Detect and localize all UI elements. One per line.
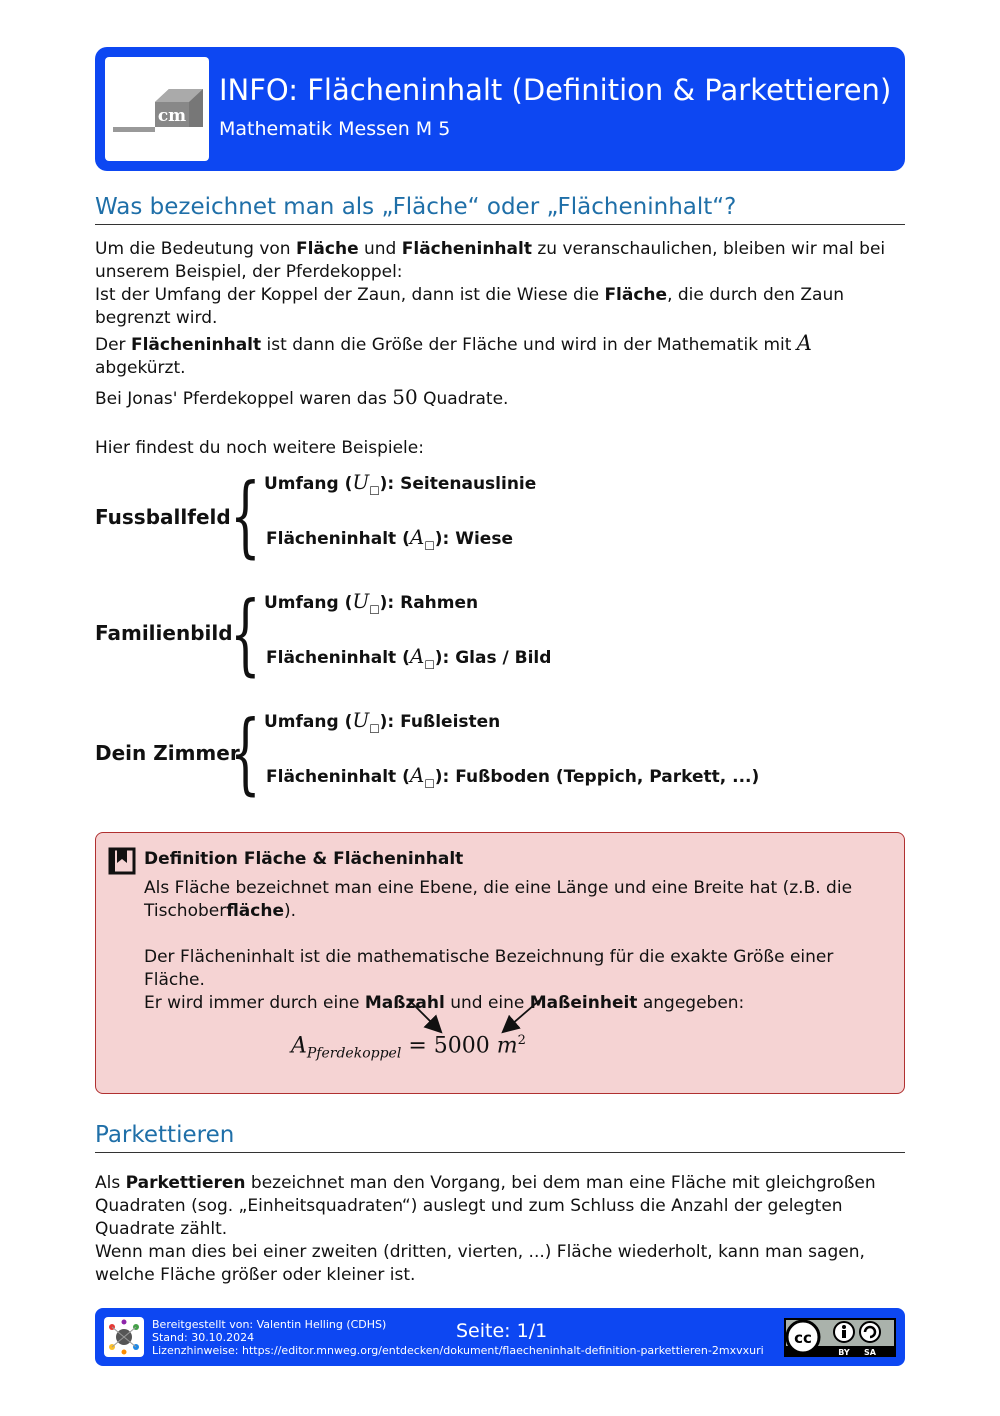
page-title: INFO: Flächeninhalt (Definition & Parkettieren) <box>219 73 892 107</box>
intro-paragraph: Um die Bedeutung von Fläche und Flächeninhalt zu veranschaulichen, bleiben wir mal bei unserem Beispiel, der Pferdekoppel: <box>95 239 886 282</box>
mnweg-logo <box>104 1317 144 1357</box>
section-heading-parkettieren: Parkettieren <box>95 1122 905 1153</box>
definition-paragraph: Als Fläche bezeichnet man eine Ebene, die eine Länge und eine Breite hat (z.B. die Tischoberfläche). <box>144 878 853 921</box>
section-heading-area: Was bezeichnet man als „Fläche“ oder „Flächeninhalt“? <box>95 194 905 225</box>
definition-paragraph: Er wird immer durch eine Maßzahl und eine Maßeinheit angegeben: <box>144 993 745 1013</box>
parkettieren-paragraph: Wenn man dies bei einer zweiten (dritten, vierten, ...) Fläche wiederholt, kann man sagen, welche Fläche größer oder kleiner ist. <box>95 1242 865 1285</box>
example-title: Fussballfeld <box>95 505 231 529</box>
area-formula: $A_{Pferdekoppel} = 5000$ $m^2$ <box>291 1033 526 1062</box>
svg-text:SA: SA <box>864 1348 876 1357</box>
more-examples-text: Hier findest du noch weitere Beispiele: <box>95 438 424 458</box>
example-perimeter: Umfang $(U_□)$: Seitenauslinie <box>264 470 537 497</box>
page-subtitle: Mathematik Messen M 5 <box>219 118 451 140</box>
curly-brace: { <box>230 582 261 685</box>
svg-text:cc: cc <box>794 1329 812 1347</box>
curly-brace: { <box>230 464 261 567</box>
intro-text <box>95 238 900 460</box>
parkettieren-paragraph: Als Parkettieren bezeichnet man den Vorgang, bei dem man eine Fläche mit gleichgroßen Quadraten (sog. „Einheitsquadraten“) auslegt und zum Schluss die Anzahl der gelegten Quadrate zählt. <box>95 1173 876 1239</box>
example-area: Flächeninhalt $(A_□)$: Wiese <box>266 525 513 552</box>
page-number: Seite: 1/1 <box>456 1320 548 1342</box>
area-symbol-paragraph: Der Flächeninhalt ist dann die Größe der Fläche und wird in der Mathematik mit A abgekürzt. <box>95 331 812 378</box>
svg-text:BY: BY <box>838 1348 850 1357</box>
page-footer <box>95 1308 905 1366</box>
example-perimeter: Umfang $(U_□)$: Rahmen <box>264 589 479 616</box>
jonas-paragraph: Bei Jonas' Pferdekoppel waren das 50 Quadrate. <box>95 385 509 409</box>
parkettieren-text <box>95 1172 900 1287</box>
bookmark-icon <box>108 847 136 875</box>
cc-by-sa-badge[interactable] <box>784 1318 896 1357</box>
measuring-tape-logo <box>105 57 209 161</box>
fence-paragraph: Ist der Umfang der Koppel der Zaun, dann ist die Wiese die Fläche, die durch den Zaun begrenzt wird. <box>95 285 844 328</box>
definition-title: Definition Fläche & Flächeninhalt <box>144 849 464 869</box>
definition-box <box>95 832 905 1094</box>
curly-brace: { <box>230 701 261 804</box>
svg-text:cm: cm <box>157 106 187 126</box>
page-header <box>95 47 905 171</box>
definition-paragraph: Der Flächeninhalt ist die mathematische Bezeichnung für die exakte Größe einer Fläche. <box>144 947 834 990</box>
example-area: Flächeninhalt $(A_□)$: Fußboden (Teppich, Parkett, ...) <box>266 763 760 790</box>
footer-license-link[interactable]: Lizenzhinweise: https://editor.mnweg.org/entdecken/dokument/flaecheninhalt-definition-parkettieren-2mxvxuri <box>152 1344 764 1357</box>
example-title: Familienbild <box>95 621 233 645</box>
example-title: Dein Zimmer <box>95 741 240 765</box>
footer-date: Stand: 30.10.2024 <box>152 1331 255 1344</box>
example-perimeter: Umfang $(U_□)$: Fußleisten <box>264 708 501 735</box>
footer-author: Bereitgestellt von: Valentin Helling (CDHS) <box>152 1318 387 1331</box>
example-area: Flächeninhalt $(A_□)$: Glas / Bild <box>266 644 552 671</box>
